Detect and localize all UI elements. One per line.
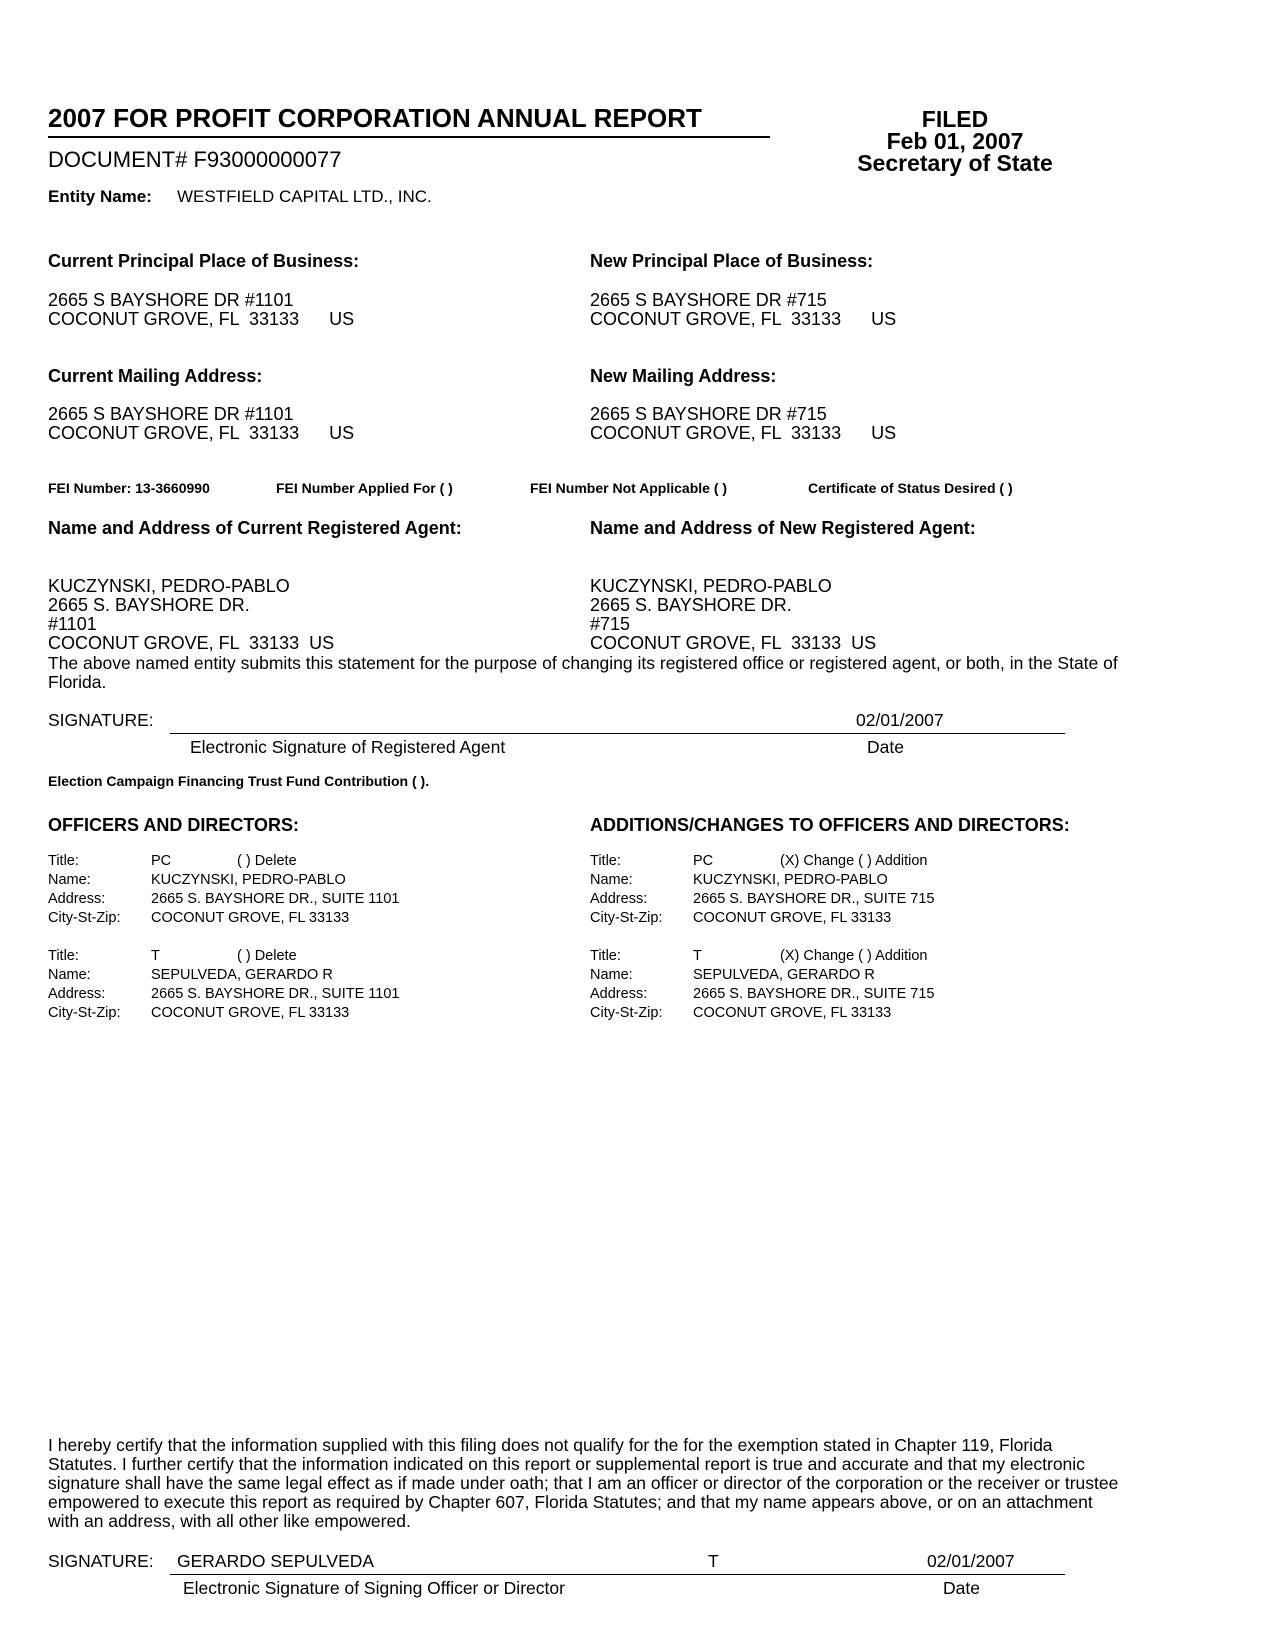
officer-signature-date: 02/01/2007 <box>927 1551 1015 1571</box>
filed-stamp-line: FILED <box>921 106 989 132</box>
officer-csz-row <box>590 1004 1150 1023</box>
address-line: COCONUT GROVE, FL 33133 US <box>590 309 897 329</box>
election-contribution: Election Campaign Financing Trust Fund Contribution ( ). <box>48 773 430 789</box>
officer-name-row <box>590 966 1150 985</box>
officer-action: (X) Change ( ) Addition <box>780 948 928 964</box>
name-label: Name: <box>48 967 91 983</box>
officer-address-row <box>48 985 548 1004</box>
agent-line: #715 <box>590 614 631 634</box>
officer-csz: COCONUT GROVE, FL 33133 <box>151 910 350 926</box>
officer-address-row <box>48 890 548 909</box>
agent-signature-caption: Electronic Signature of Registered Agent <box>190 737 506 757</box>
officer-signature-label: SIGNATURE: <box>48 1551 154 1571</box>
officer-address-row <box>590 890 1150 909</box>
address-line: 2665 S BAYSHORE DR #1101 <box>48 404 294 424</box>
officer-action: (X) Change ( ) Addition <box>780 853 928 869</box>
address-line: 2665 S BAYSHORE DR #715 <box>590 404 827 424</box>
name-label: Name: <box>48 872 91 888</box>
officer-name: KUCZYNSKI, PEDRO-PABLO <box>151 872 346 888</box>
current-mailing-heading: Current Mailing Address: <box>48 366 263 386</box>
address-label: Address: <box>48 986 106 1002</box>
agent-date-caption: Date <box>867 737 904 757</box>
officer-address: 2665 S. BAYSHORE DR., SUITE 1101 <box>151 986 400 1002</box>
csz-label: City-St-Zip: <box>590 1005 663 1021</box>
change-statement: The above named entity submits this statement for the purpose of changing its registered office or registered agent, or both, in the State of Florida. <box>48 653 1118 692</box>
officer-title: T <box>151 948 160 964</box>
document-number: DOCUMENT# F93000000077 <box>48 147 342 172</box>
officer-action: ( ) Delete <box>237 853 297 869</box>
report-title: 2007 FOR PROFIT CORPORATION ANNUAL REPORT <box>48 103 702 133</box>
officer-title-row <box>590 947 1150 966</box>
officer-title-row <box>48 852 548 871</box>
officer-csz: COCONUT GROVE, FL 33133 <box>151 1005 350 1021</box>
changes-heading: ADDITIONS/CHANGES TO OFFICERS AND DIRECTORS: <box>590 815 1070 835</box>
fei-not-applicable: FEI Number Not Applicable ( ) <box>530 480 728 496</box>
agent-signature-line <box>170 733 1065 734</box>
current-principal-heading: Current Principal Place of Business: <box>48 251 360 271</box>
officer-title: PC <box>693 853 714 869</box>
certification-text: I hereby certify that the information supplied with this filing does not qualify for the for the exemption stated in Chapter 119, Florida Statutes. I further certify that the information indicated on this report or supplemental report is true and accurate and that my electronic signature shall have the same legal effect as if made under oath; that I am an officer or director of the corporation or the receiver or trustee empowered to execute this report as required by Chapter 607, Florida Statutes; and that my name appears above, or on an attachment with an address, with all other like empowered. <box>48 1435 1119 1531</box>
officer-name-row <box>48 966 548 985</box>
address-line: 2665 S BAYSHORE DR #715 <box>590 290 827 310</box>
officer-csz-row <box>590 909 1150 928</box>
address-label: Address: <box>590 986 648 1002</box>
officer-address: 2665 S. BAYSHORE DR., SUITE 715 <box>693 986 935 1002</box>
agent-line: #1101 <box>48 614 97 634</box>
new-principal-address <box>590 291 896 329</box>
officer-block <box>48 947 548 1023</box>
address-line: COCONUT GROVE, FL 33133 US <box>48 309 355 329</box>
officer-action: ( ) Delete <box>237 948 297 964</box>
filed-stamp-office: Secretary of State <box>857 150 1053 176</box>
fei-applied-for: FEI Number Applied For ( ) <box>276 480 453 496</box>
officer-signature-line <box>170 1574 1065 1575</box>
officer-title-row <box>48 947 548 966</box>
officer-signature-name: GERARDO SEPULVEDA <box>177 1551 375 1571</box>
new-agent-heading: Name and Address of New Registered Agent: <box>590 518 976 538</box>
officer-block <box>48 852 548 928</box>
certificate-of-status: Certificate of Status Desired ( ) <box>808 480 1013 496</box>
current-agent-heading: Name and Address of Current Registered Agent: <box>48 518 462 538</box>
name-label: Name: <box>590 872 633 888</box>
officer-name: SEPULVEDA, GERARDO R <box>693 967 875 983</box>
agent-line: COCONUT GROVE, FL 33133 US <box>48 633 335 653</box>
officer-csz: COCONUT GROVE, FL 33133 <box>693 910 892 926</box>
fei-number: FEI Number: 13-3660990 <box>48 480 210 496</box>
officer-csz: COCONUT GROVE, FL 33133 <box>693 1005 892 1021</box>
address-label: Address: <box>48 891 106 907</box>
address-line: 2665 S BAYSHORE DR #1101 <box>48 290 294 310</box>
name-label: Name: <box>590 967 633 983</box>
officer-name-row <box>48 871 548 890</box>
agent-signature-date: 02/01/2007 <box>856 710 944 730</box>
entity-name-value: WESTFIELD CAPITAL LTD., INC. <box>177 187 432 206</box>
officer-signature-title: T <box>708 1551 719 1571</box>
title-label: Title: <box>590 948 621 964</box>
new-mailing-heading: New Mailing Address: <box>590 366 777 386</box>
officer-csz-row <box>48 909 548 928</box>
officer-address: 2665 S. BAYSHORE DR., SUITE 715 <box>693 891 935 907</box>
agent-line: KUCZYNSKI, PEDRO-PABLO <box>590 576 832 596</box>
agent-line: 2665 S. BAYSHORE DR. <box>590 595 792 615</box>
agent-signature-label: SIGNATURE: <box>48 710 154 730</box>
csz-label: City-St-Zip: <box>48 1005 121 1021</box>
current-mailing-address <box>48 405 354 443</box>
agent-line: KUCZYNSKI, PEDRO-PABLO <box>48 576 290 596</box>
officer-title: T <box>693 948 702 964</box>
officer-address: 2665 S. BAYSHORE DR., SUITE 1101 <box>151 891 400 907</box>
officer-title-row <box>590 852 1150 871</box>
address-label: Address: <box>590 891 648 907</box>
address-line: COCONUT GROVE, FL 33133 US <box>48 423 355 443</box>
csz-label: City-St-Zip: <box>590 910 663 926</box>
address-line: COCONUT GROVE, FL 33133 US <box>590 423 897 443</box>
title-label: Title: <box>48 853 79 869</box>
filed-stamp <box>840 108 1070 174</box>
officer-address-row <box>590 985 1150 1004</box>
agent-line: 2665 S. BAYSHORE DR. <box>48 595 250 615</box>
officers-heading: OFFICERS AND DIRECTORS: <box>48 815 300 835</box>
new-mailing-address <box>590 405 896 443</box>
officer-csz-row <box>48 1004 548 1023</box>
officer-name: KUCZYNSKI, PEDRO-PABLO <box>693 872 888 888</box>
officer-title: PC <box>151 853 172 869</box>
title-label: Title: <box>590 853 621 869</box>
change-block <box>590 852 1150 928</box>
title-underline <box>48 136 770 138</box>
new-principal-heading: New Principal Place of Business: <box>590 251 874 271</box>
current-principal-address <box>48 291 354 329</box>
officer-date-caption: Date <box>943 1578 980 1598</box>
csz-label: City-St-Zip: <box>48 910 121 926</box>
title-label: Title: <box>48 948 79 964</box>
officer-name-row <box>590 871 1150 890</box>
agent-line: COCONUT GROVE, FL 33133 US <box>590 633 877 653</box>
officer-signature-caption: Electronic Signature of Signing Officer or Director <box>183 1578 565 1598</box>
change-block <box>590 947 1150 1023</box>
filed-stamp-date: Feb 01, 2007 <box>886 128 1024 154</box>
entity-name-label: Entity Name: <box>48 187 152 206</box>
officer-name: SEPULVEDA, GERARDO R <box>151 967 333 983</box>
